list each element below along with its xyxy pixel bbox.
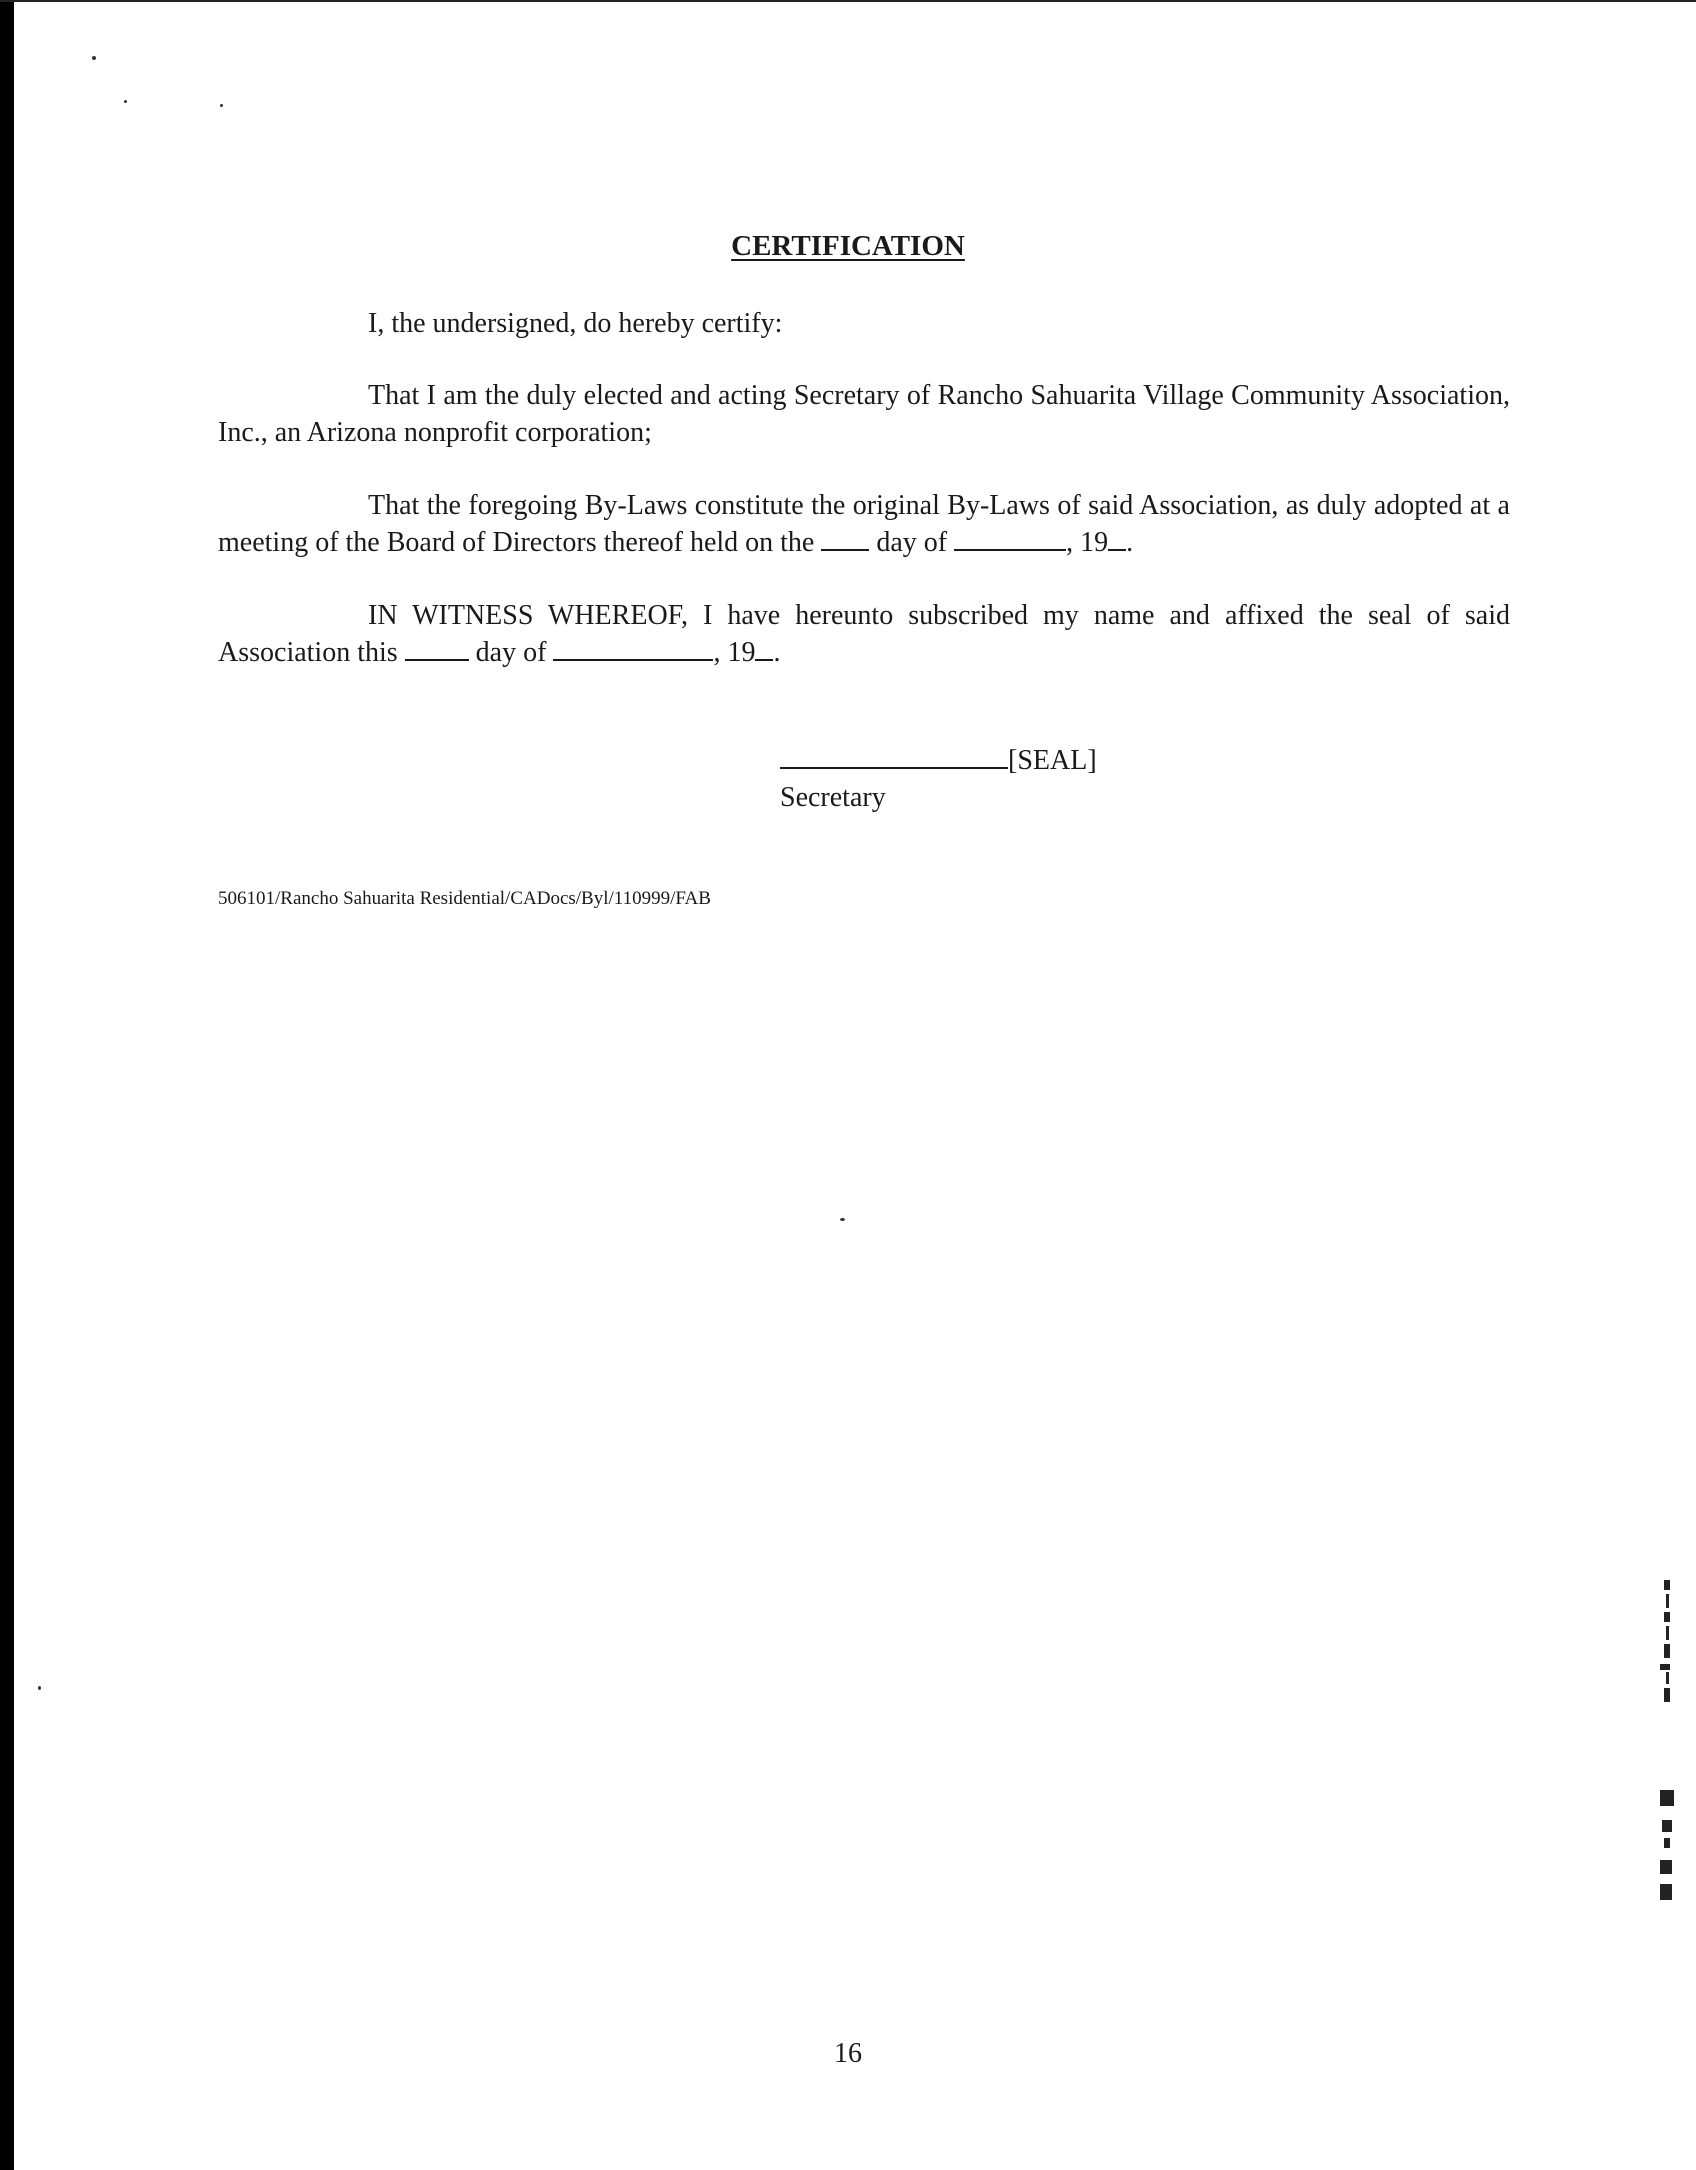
paragraph-witness [218,597,1510,671]
scan-speck [124,100,127,103]
page-number: 16 [834,2038,862,2069]
signature-role: Secretary [780,782,886,813]
paragraph-bylaws-text: That the foregoing By-Laws constitute the original By-Laws of said Association, as duly adopted at a meeting of the Board of Directors thereof held on the [218,490,1510,558]
paragraph-secretary: That I am the duly elected and acting Secretary of Rancho Sahuarita Village Community Association, Inc., an Arizona nonprofit corporation; [218,380,1510,448]
scan-speck [220,104,223,107]
paragraph-witness-text: day of [468,637,554,668]
blank-day [821,549,869,551]
blank-year [755,659,773,661]
file-reference: 506101/Rancho Sahuarita Residential/CADocs/Byl/110999/FAB [218,888,711,909]
bates-stamp-mark [1650,1580,1686,1920]
paragraph-certify: I, the undersigned, do hereby certify: [368,308,783,339]
blank-year [1108,549,1126,551]
scan-speck [92,56,96,60]
signature-line-row [780,742,1097,779]
signature-block [780,742,1097,816]
signature-line [780,767,1008,769]
blank-month [954,549,1066,551]
scan-speck [840,1218,845,1221]
scan-edge-top [0,0,1696,2]
scan-speck [38,1686,41,1690]
seal-label: [SEAL] [1008,745,1097,776]
paragraph-bylaws-text: , 19 [1066,527,1109,558]
blank-month [553,659,713,661]
paragraph-bylaws [218,487,1510,561]
paragraph-witness-text: . [773,637,781,668]
paragraph-witness-text: , 19 [713,637,756,668]
paragraph-bylaws-text: . [1126,527,1134,558]
blank-day [405,659,469,661]
document-title: CERTIFICATION [731,230,965,262]
paragraph-witness-text: IN WITNESS WHEREOF, I have hereunto subscribed my name and affixed the seal of said Association this [218,600,1510,668]
paragraph-bylaws-text: day of [869,527,955,558]
scan-edge-left [0,0,14,2170]
